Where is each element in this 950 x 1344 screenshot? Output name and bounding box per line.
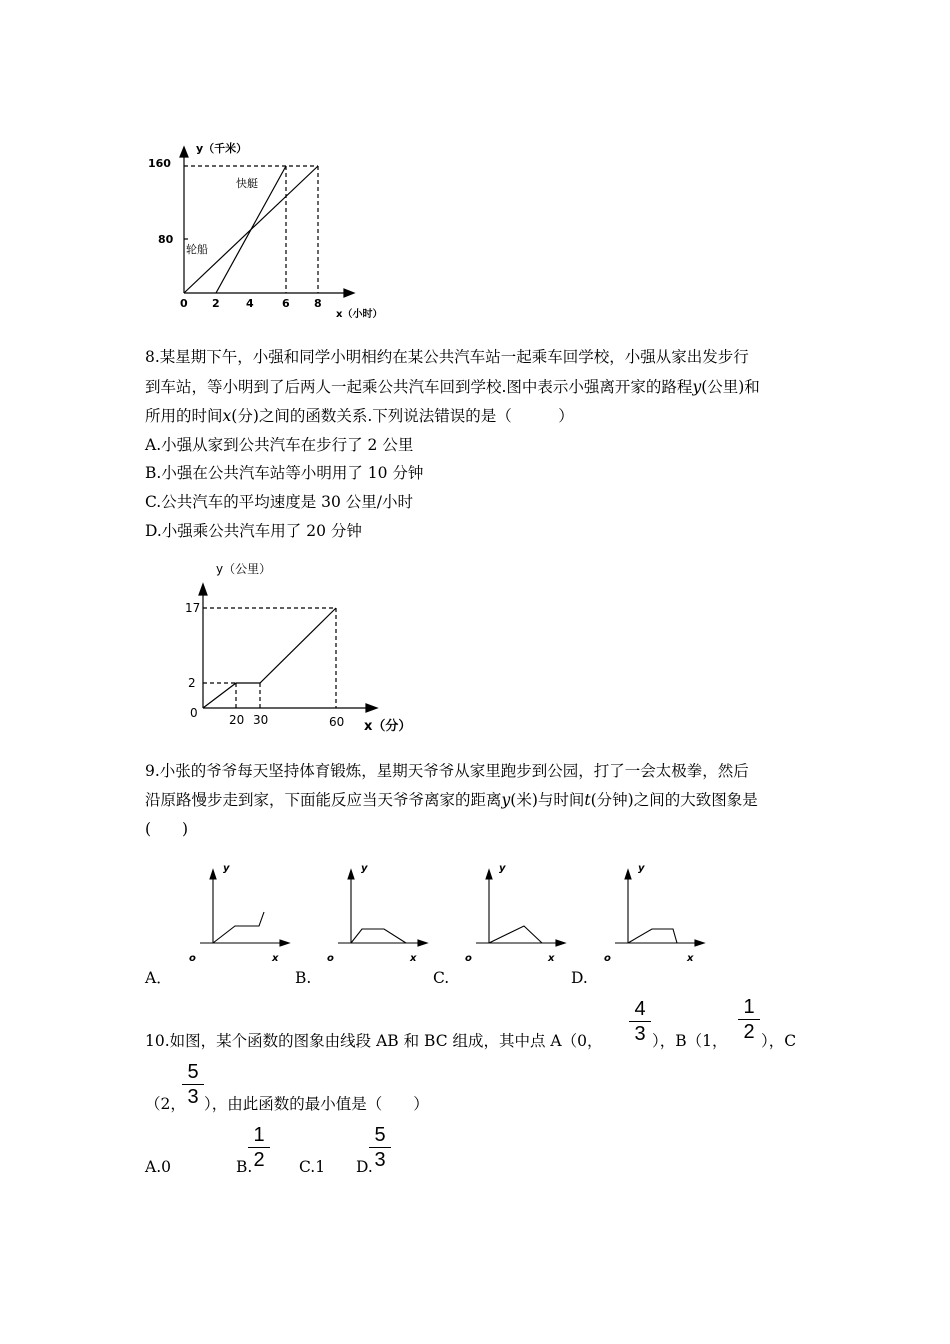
q8-var-y: y (692, 378, 702, 396)
q9-line1: 9.小张的爷爷每天坚持体育锻炼，星期天爷爷从家里跑步到公园，打了一会太极拳，然后 (145, 762, 749, 780)
q9-line2-mid: (米)与时间 (510, 791, 585, 809)
q9-var-y: y (501, 791, 511, 809)
graph-c-line (489, 926, 542, 943)
distance-chart (180, 555, 430, 740)
distance-line (203, 608, 336, 708)
q10-line1-b: ），B（1， (652, 1032, 728, 1050)
x-tick-6: 6 (282, 297, 290, 310)
graph-b-line (351, 929, 406, 943)
graph-d-y: y (638, 863, 645, 874)
q10-line1-start: 10.如图，某个函数的图象由线段 AB 和 BC 组成，其中点 A（0， (145, 1032, 603, 1050)
q10-option-b: B. (236, 1158, 253, 1176)
q10-c-num: 5 (182, 1061, 204, 1085)
q10-option-c: C.1 (299, 1158, 326, 1176)
x-axis-label: x（小时） (336, 309, 383, 320)
x-axis-arrow (344, 289, 354, 297)
graph-a-o: o (189, 953, 196, 964)
q10-a-fraction (629, 998, 651, 1045)
graph-c-y: y (499, 863, 506, 874)
y-axis-arrow (199, 584, 207, 595)
q9-line2-end: (分钟)之间的大致图象是 (590, 791, 758, 809)
q10-line1-c: ），C (761, 1032, 797, 1050)
q10-option-b-num: 1 (248, 1124, 270, 1148)
q9-option-a-label: A． (145, 969, 172, 987)
q8-line3-start: 所用的时间 (145, 407, 223, 425)
q8-option-b: B.小强在公共汽车站等小明用了 10 分钟 (145, 464, 424, 482)
graph-d-line (628, 929, 677, 943)
q9-line2-start: 沿原路慢步走到家，下面能反应当天爷爷离家的距离 (145, 791, 502, 809)
q10-option-d: D. (356, 1158, 373, 1176)
graph-a (200, 870, 289, 946)
q10-line2-end: ），由此函数的最小值是（ ） (204, 1095, 429, 1113)
q9-option-b-label: B. (295, 969, 312, 987)
graph-b (338, 870, 427, 946)
x-tick-20: 20 (229, 713, 245, 727)
x-axis-arrow (366, 704, 377, 712)
q10-c-den: 3 (187, 1086, 199, 1108)
q10-c-fraction (182, 1061, 204, 1108)
q8-option-a: A.小强从家到公共汽车在步行了 2 公里 (145, 436, 414, 454)
q10-line2-start: （2， (145, 1095, 186, 1113)
graph-a-y: y (223, 863, 230, 874)
y-tick-0: 0 (190, 706, 198, 720)
y-axis-label: y（千米） (196, 142, 248, 155)
graph-c-x: x (548, 953, 555, 964)
q10-option-d-fraction (369, 1124, 391, 1171)
q8-line1: 8.某星期下午，小强和同学小明相约在某公共汽车站一起乘车回学校，小强从家出发步行 (145, 348, 749, 366)
graph-b-y: y (361, 863, 368, 874)
q9-option-graphs (180, 855, 720, 970)
q10-option-b-fraction (248, 1124, 270, 1171)
x-tick-4: 4 (246, 297, 254, 310)
y-tick-17: 17 (185, 601, 201, 615)
q8-line2-text: 到车站，等小明到了后两人一起乘公共汽车回到学校.图中表示小强离开家的路程 (145, 378, 693, 396)
q8-line2-end: (公里)和 (701, 378, 760, 396)
x-tick-8: 8 (314, 297, 322, 310)
q9-line2 (145, 790, 758, 810)
x-tick-0: 0 (180, 297, 188, 310)
q10-option-d-num: 5 (369, 1124, 391, 1148)
graph-d-o: o (604, 953, 611, 964)
ship-label: 轮船 (186, 243, 208, 256)
graph-d (615, 870, 704, 946)
q8-var-x: x (222, 407, 232, 425)
q8-line2 (145, 377, 760, 397)
boat-chart (140, 135, 400, 330)
y-tick-80: 80 (158, 233, 174, 246)
q10-a-den: 3 (634, 1023, 646, 1045)
q10-a-num: 4 (629, 998, 651, 1022)
q9-option-c-label: C. (433, 969, 450, 987)
x-tick-2: 2 (212, 297, 220, 310)
x-tick-30: 30 (253, 713, 269, 727)
x-tick-60: 60 (329, 715, 345, 729)
graph-a-x: x (272, 953, 279, 964)
q10-b-den: 2 (743, 1021, 755, 1043)
y-axis-arrow (180, 147, 188, 157)
y-axis-label: y（公里） (216, 562, 272, 576)
q8-option-c: C.公共汽车的平均速度是 30 公里/小时 (145, 493, 414, 511)
fast-boat-label: 快艇 (236, 177, 258, 190)
graph-a-line (213, 912, 264, 943)
graph-b-x: x (410, 953, 417, 964)
graph-c-o: o (465, 953, 472, 964)
q9-var-t: t (584, 791, 591, 809)
q10-option-b-den: 2 (253, 1149, 265, 1171)
q8-line3 (145, 406, 574, 426)
q8-line3-end: (分)之间的函数关系.下列说法错误的是（ ） (231, 407, 574, 425)
graph-d-x: x (687, 953, 694, 964)
y-tick-160: 160 (148, 157, 171, 170)
q8-option-d: D.小强乘公共汽车用了 20 分钟 (145, 522, 362, 540)
graph-c (476, 870, 565, 946)
q10-b-num: 1 (738, 996, 760, 1020)
q10-b-fraction (738, 996, 760, 1043)
x-axis-label: x（分） (364, 719, 412, 734)
q10-option-a: A.0 (145, 1158, 171, 1176)
q10-option-d-den: 3 (374, 1149, 386, 1171)
y-tick-2: 2 (188, 676, 196, 690)
q9-option-d-label: D. (571, 969, 588, 987)
graph-b-o: o (327, 953, 334, 964)
q9-line3: ( ) (145, 820, 189, 838)
